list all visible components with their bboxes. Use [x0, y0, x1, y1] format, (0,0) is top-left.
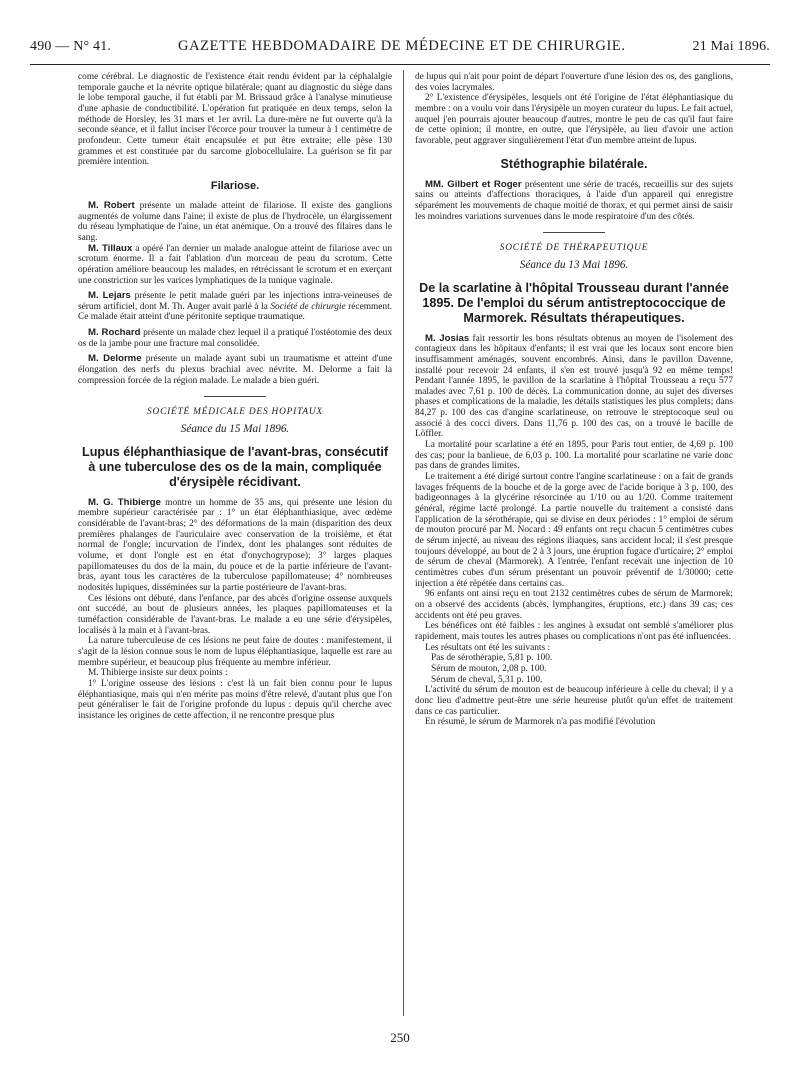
journal-title: GAZETTE HEBDOMADAIRE DE MÉDECINE ET DE CHIRURGIE.	[178, 38, 626, 54]
page-number-issue: 490 — N° 41.	[30, 39, 112, 54]
paragraph-text: présente le petit malade guéri par les injections intra-veineuses de sérum artificiel, dont M. Th. Auger avait parlé à la	[78, 291, 393, 312]
paragraph-nature: La nature tuberculeuse de ces lésions ne peut faire de doutes : manifestement, il s'agit de la lésion connue sous le nom de lupus éléphantiasique, laquelle est rare au membre supérieur, et beaucoup plus fréquente au membre inférieur.	[78, 636, 392, 668]
paragraph-lesions: Ces lésions ont débuté, dans l'enfance, par des abcès d'origine osseuse auxquels ont succédé, au bout de plusieurs années, les plaques papillomateuses et la tuméfaction considérable de l'avant-bras. Le malade a eu une série d'érysipèles, localisés à la main et à l'avant-bras.	[78, 593, 392, 636]
paragraph-mortalite: La mortalité pour scarlatine a été en 1895, pour Paris tout entier, de 4,69 p. 100 des cas; pour la banlieue, de 6,03 p. 100. La mortalité pour scarlatine ne varie donc pas dans de grandes limites.	[415, 440, 733, 472]
paragraph-point-2: 2° L'existence d'érysipèles, lesquels ont été l'origine de l'état éléphantiasique du membre : on a voulu voir dans l'érysipèle un moyen curateur du lupus. Le fait actuel, auquel j'en pourrais ajouter beaucoup d'autres, montre le peu de cas qu'il faut faire de cette opinion; il montre, en outre, que l'érysipèle, au lieu d'avoir une action favorable, peut aggraver singulièrement l'état d'un membre atteint de lupus.	[415, 93, 733, 146]
paragraph-text: présente un malade chez lequel il a pratiqué l'ostéotomie des deux os de la jambe pour une fracture mal consolidée.	[78, 328, 392, 349]
results-label: Sérum de cheval,	[431, 674, 496, 685]
section-separator	[543, 232, 605, 233]
left-column	[78, 72, 392, 722]
speaker-name: M. Tillaux	[88, 242, 133, 254]
results-value: 5,81 p. 100.	[507, 653, 553, 664]
speaker-name: M. Josias	[425, 332, 470, 344]
paragraph-continuation: de lupus qui n'ait pour point de départ l'ouverture d'une lésion des os, des ganglions, des voies lacrymales.	[415, 72, 733, 93]
paragraph-activite: L'activité du sérum de mouton est de beaucoup inférieure à celle du cheval; il y a donc lieu d'admettre peut-être une série heureuse plutôt qu'un effet de traitement dans ce cas particulier.	[415, 685, 733, 717]
paragraph-96-enfants: 96 enfants ont ainsi reçu en tout 2132 centimètres cubes de sérum de Marmorek; on a observé des accidents (abcès, lymphangites, éruptions, etc.) dans 39 cas; ces accidents ont été peu graves.	[415, 589, 733, 621]
results-label: Sérum de mouton,	[431, 663, 500, 674]
paragraph-josias	[415, 334, 733, 441]
paragraph-gilbert-roger	[415, 180, 733, 223]
society-heading: SOCIÉTÉ MÉDICALE DES HOPITAUX	[147, 407, 323, 418]
paragraph-robert	[78, 201, 392, 244]
results-table	[431, 653, 733, 685]
speaker-name: M. Robert	[88, 199, 135, 211]
issue-date: 21 Mai 1896.	[692, 39, 770, 54]
paragraph-text: montre un homme de 35 ans, qui présente une lésion du membre supérieur caractérisée par : 1° un état éléphanthiasique, avec œdème considérable de l'avant-bras; 2° des déformations de la main (disparition des deux premières phalanges de l'auriculaire avec conservation de la troisième, et état normal de l'ongle; incurvation de l'index, dont les phalanges sont réduites de volume, et dont l'ongle est en état d'onychogrypose); 3° larges plaques papillomateuses du dos de la main, du pouce et de la partie inférieure de l'avant-bras, ayant tous les caractères de la tuberculose papillomateuse; 4° nombreuses nodosités lupiques, disséminées sur la partie postérieure de l'avant-bras.	[78, 497, 392, 593]
paragraph-tillaux	[78, 244, 392, 287]
header-rule	[30, 64, 770, 65]
paragraph-resume: En résumé, le sérum de Marmorek n'a pas modifié l'évolution	[425, 717, 656, 728]
right-column	[415, 72, 733, 728]
paragraph-points: M. Thibierge insiste sur deux points :	[88, 668, 228, 679]
page-folio: 250	[390, 1030, 410, 1045]
paragraph-delorme	[78, 354, 392, 386]
paragraph-text: récemment. Ce malade était atteint d'une péritonite septique traumatique.	[78, 301, 393, 323]
session-date: Séance du 13 Mai 1896.	[519, 258, 629, 271]
section-separator	[204, 396, 266, 397]
article-heading-scarlatine: De la scarlatine à l'hôpital Trousseau durant l'année 1895. De l'emploi du sérum antistreptococcique de Marmorek. Résultats thérapeutiques.	[419, 280, 729, 325]
paragraph-point-1: 1° L'origine osseuse des lésions : c'est là un fait bien connu pour le lupus éléphantiasique, mais qui n'en mérite pas moins d'être relevé, d'autant plus que l'on peut généraliser le fait de l'origine profonde du lupus : depuis qu'il cherche avec insistance les origines de cette affection, il ne rencontre presque plus	[78, 678, 392, 721]
paragraph-text: fait ressortir les bons résultats obtenus au moyen de l'isolement des contagieux dans les hôpitaux d'enfants; il est vrai que les locaux sont encore bien insuffisamment aménagés, souvent encombrés. Ainsi, dans le pavillon Davenne, installé pour recevoir 24 enfants, il s'en est trouvé jusqu'à 92 en même temps! Pendant l'année 1895, le pavillon de la scarlatine à l'hôpital Trousseau a reçu 577 malades avec 7,61 p. 100 de décès. La communication donne, au sujet des diverses phases et complications de la maladie, les détails statistiques les plus complets; dans 84,27 p. 100 des cas d'angine scarlatineuse, on retrouve le streptocoque seul ou associé à des cocci divers. Dans 11,76 p. 100 des cas, on a trouvé le bacille de Löffler.	[415, 333, 733, 440]
column-divider	[403, 70, 404, 1016]
speaker-name: M. Lejars	[88, 290, 131, 302]
society-heading: SOCIÉTÉ DE THÉRAPEUTIQUE	[499, 243, 649, 254]
paragraph-traitement: Le traitement a été dirigé surtout contre l'angine scarlatineuse : on a fait de grands lavages fréquents de la bouche et de la gorge avec de l'acide borique à 3 p. 100, des badigeonnages à la glycérine résorcinée au 1/10 ou au 1/20. Comme traitement général, régime lacté prolongé. La partie nouvelle du traitement a consisté dans l'application de la sérothérapie, qui se divise en deux périodes : 1° emploi de sérum de mouton procuré par M. Nocard : 49 enfants ont reçu chacun 5 centimètres cubes de sérum injecté, au niveau des régions iliaques, sans accident local; il s'est presque toujours développé, au bout de 2 à 3 jours, une éruption fugace d'urticaire; 2° emploi de sérum de cheval (Marmorek). A l'entrée, l'enfant recevait une injection de 10 centimètres cubes d'un sérum présentant un pouvoir préventif de 1/30000; cette injection a été répétée dans certains cas.	[415, 472, 733, 589]
running-header	[30, 38, 770, 64]
session-date: Séance du 15 Mai 1896.	[180, 423, 290, 436]
section-heading-filariose: Filariose.	[210, 179, 260, 192]
speaker-name: M. Delorme	[88, 353, 142, 365]
speaker-name: MM. Gilbert et Roger	[425, 178, 522, 190]
paragraph-resultats: Les résultats ont été les suivants :	[425, 642, 551, 653]
results-row	[431, 675, 733, 686]
paragraph-text: présentent une série de tracés, recueillis sur des sujets sains ou atteints d'affections thoraciques, à l'aide d'un appareil qui enregistre séparément les mouvements de chaque moitié de thorax, et qui permet ainsi de saisir les moindres variations survenues dans le mode respiratoire d'un des côtés.	[415, 179, 734, 222]
journal-reference: Société de chirurgie	[270, 301, 346, 312]
paragraph-benefices: Les bénéfices ont été faibles : les angines à exsudat ont semblé s'améliorer plus rapidement, mais toutes les autres phases ou complications n'ont pas été influencées.	[415, 621, 733, 642]
results-label: Pas de sérothérapie,	[431, 653, 506, 664]
paragraph-rochard	[78, 328, 392, 349]
article-heading-lupus: Lupus éléphanthiasique de l'avant-bras, consécutif à une tuberculose des os de la main, compliquée d'érysipèle récidivant.	[82, 444, 389, 489]
paragraph-text: présente un malade atteint de filariose. Il existe des ganglions augmentés de volume dans l'aine; il existe de plus de l'hydrocèle, un élargissement du réseau lymphatique de l'aine, un état anémique. On a trouvé des filaires dans le sang.	[78, 200, 392, 243]
results-row	[431, 664, 733, 675]
paragraph-text: a opéré l'an dernier un malade analogue atteint de filariose avec un scrotum énorme. Il a fait l'ablation d'un morceau de peau du scrotum. Cette opération améliore beaucoup les malades, en rétrécissant le scrotum et en exerçant une constriction sur les varices lymphatiques de la tunique vaginale.	[78, 243, 393, 286]
speaker-name: M. Rochard	[88, 327, 141, 339]
paragraph-text: présente un malade ayant subi un traumatisme et atteint d'une élongation des nerfs du plexus brachial avec névrite. M. Delorme a fait la compression forcée de la région malade. Le malade a bien guéri.	[78, 354, 392, 386]
section-heading-stethographie: Stéthographie bilatérale.	[500, 156, 648, 171]
results-row	[431, 653, 733, 664]
results-value: 2,08 p. 100.	[502, 663, 547, 674]
paragraph-lejars	[78, 291, 392, 323]
paragraph-thibierge	[78, 498, 392, 594]
results-value: 5,31 p. 100.	[497, 674, 543, 685]
paragraph-intro: come cérébral. Le diagnostic de l'existence était rendu évident par la céphalalgie temporale gauche et la névrite optique bilatérale; quant au diagnostic du siège dans le lobe temporal gauche, il fut établi par M. Brissaud grâce à l'analyse minutieuse d'une aphasie de conductibilité. L'opération fut pratiquée en deux temps, selon la méthode de Horsley, les 31 mars et 1er avril. La dure-mère ne fut ouverte qu'à la seconde séance, et il fallut inciser l'écorce pour trouver la tumeur à 1 centimètre de profondeur. Cette tumeur était encapsulée et put être extraite; elle pèse 130 grammes et est constituée par du sarcome globocellulaire. La guérison se fit par première intention.	[78, 72, 392, 168]
speaker-name: M. G. Thibierge	[88, 496, 161, 508]
